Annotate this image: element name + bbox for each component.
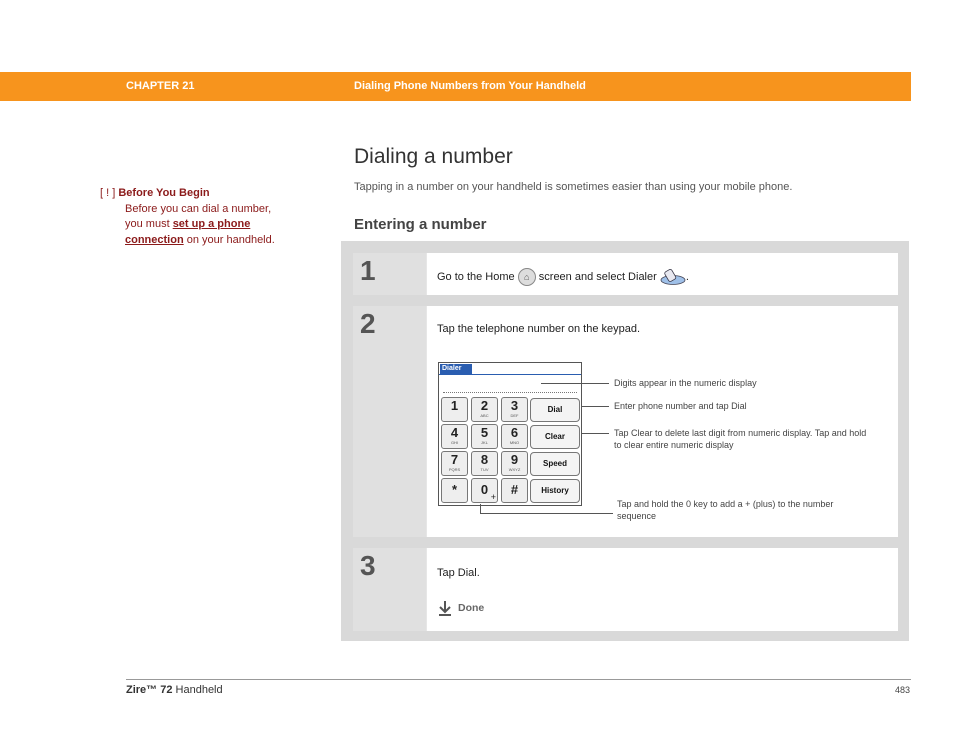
key-5[interactable]: 5 JKL [471,424,498,449]
step-2-text: Tap the telephone number on the keypad. [437,323,641,335]
page-title: Dialing a number [354,145,513,168]
step-2 [353,306,898,537]
dialer-tab: Dialer [440,364,472,374]
key-0[interactable]: 0 + [471,478,498,503]
step-number: 1 [360,255,376,286]
step-1 [353,253,898,295]
callout-display: Digits appear in the numeric display [614,378,757,388]
dial-button[interactable]: Dial [530,398,580,422]
note-body: Before you can dial a number, you must set up a phone connection on your handheld. [125,202,275,246]
step-number: 3 [360,550,376,581]
note-heading: Before You Begin [118,187,210,199]
done-label: Done [458,602,485,614]
page-number: 483 [895,685,911,695]
before-you-begin-note [100,186,290,248]
callout-clear: Tap Clear to delete last digit from numeric display. Tap and hold to clear entire numeric display [614,428,867,450]
chapter-title: Dialing Phone Numbers from Your Handheld [354,80,586,92]
important-marker: [ ! ] [100,187,116,199]
key-3[interactable]: 3 DEF [501,397,528,422]
footer-divider [126,679,911,680]
key-1[interactable]: 1 [441,397,468,422]
setup-phone-connection-link[interactable]: set up a phone connection [125,218,251,246]
step-1-text: Go to the Home ⌂ screen and select Dialer . [437,268,689,286]
done-arrow-icon [438,600,452,616]
speed-button[interactable]: Speed [530,452,580,476]
clear-button[interactable]: Clear [530,425,580,449]
callout-dial: Enter phone number and tap Dial [614,401,747,411]
key-hash[interactable]: # [501,478,528,503]
home-icon: ⌂ [518,268,536,286]
section-title: Entering a number [354,216,487,233]
step-number: 2 [360,308,376,339]
key-4[interactable]: 4 GHI [441,424,468,449]
plus-sign: + [490,492,496,502]
key-6[interactable]: 6 MNO [501,424,528,449]
dialer-icon [660,269,686,285]
history-button[interactable]: History [530,479,580,503]
callout-zero: Tap and hold the 0 key to add a + (plus) to the number sequence [617,499,834,521]
chapter-label: CHAPTER 21 [126,80,195,92]
key-star[interactable]: * [441,478,468,503]
key-2[interactable]: 2 ABC [471,397,498,422]
key-9[interactable]: 9 WXYZ [501,451,528,476]
step-3-text: Tap Dial. [437,567,480,579]
key-8[interactable]: 8 TUV [471,451,498,476]
step-3 [353,548,898,631]
footer-product: Zire™ 72 Handheld [126,684,223,696]
key-7[interactable]: 7 PQRS [441,451,468,476]
intro-text: Tapping in a number on your handheld is sometimes easier than using your mobile phone. [354,181,793,193]
numeric-display [443,392,577,393]
